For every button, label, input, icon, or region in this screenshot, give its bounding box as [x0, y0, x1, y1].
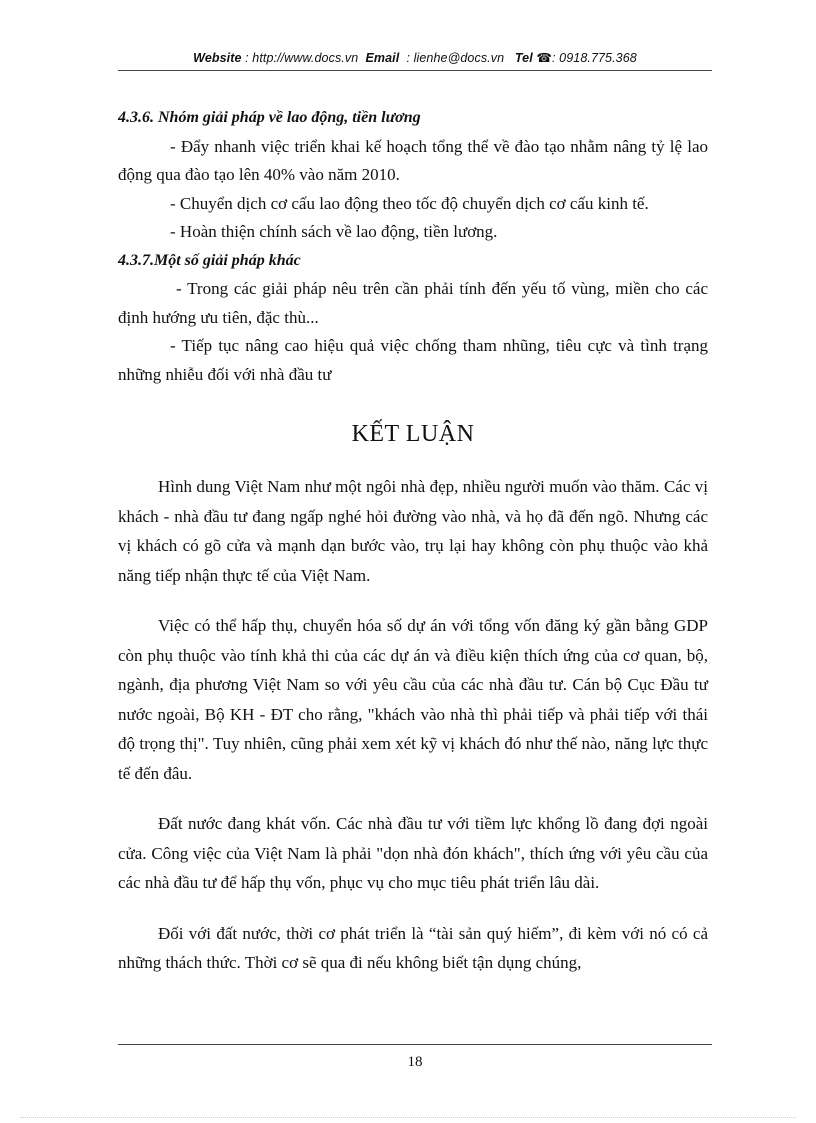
conclusion-paragraph-1: Hình dung Việt Nam như một ngôi nhà đẹp, nhiều người muốn vào thăm. Các vị khách - nhà đầu tư đang ngấp nghé hỏi đường vào nhà, và họ đã đến ngõ. Nhưng các vị khách có gõ cửa và mạnh dạn bước vào, trụ lại hay không còn phụ thuộc vào khả năng tiếp nhận thực tế của Việt Nam. [118, 477, 708, 585]
conclusion-paragraph-2: Việc có thể hấp thụ, chuyển hóa số dự án với tổng vốn đăng ký gần bằng GDP còn phụ thuộc vào tính khả thi của các dự án và điều kiện thích ứng của cơ quan, bộ, ngành, địa phương Việt Nam so với yêu cầu của các nhà đầu tư. Cán bộ Cục Đầu tư nước ngoài, Bộ KH - ĐT cho rằng, "khách vào nhà thì phải tiếp và phải tiếp với thái độ trọng thị". Tuy nhiên, cũng phải xem xét kỹ vị khách đó như thế nào, năng lực thực tế đến đâu. [118, 616, 708, 783]
header-divider [118, 70, 712, 71]
document-body [118, 104, 708, 978]
page-number: 18 [407, 1054, 423, 1070]
conclusion-title: KẾT LUẬN [351, 421, 475, 447]
bullet-regional-factors: - Trong các giải pháp nêu trên cần phải tính đến yếu tố vùng, miền cho các định hướng ưu tiên, đặc thù... [118, 279, 708, 327]
bullet-training: - Đẩy nhanh việc triển khai kế hoạch tổng thể về đào tạo nhằm nâng tỷ lệ lao động qua đào tạo lên 40% vào năm 2010. [118, 136, 708, 184]
conclusion-paragraph-3: Đất nước đang khát vốn. Các nhà đầu tư với tiềm lực khổng lồ đang đợi ngoài cửa. Công việc của Việt Nam là phải "dọn nhà đón khách", thích ứng với yêu cầu của các nhà đầu tư để hấp thụ vốn, phục vụ cho mục tiêu phát triển lâu dài. [118, 814, 708, 892]
website-label: Website [193, 51, 242, 65]
footer-divider [118, 1044, 712, 1045]
section-heading-437: 4.3.7.Một số giải pháp khác [118, 251, 301, 269]
email-value: : lienhe@docs.vn [406, 51, 505, 65]
tel-label: Tel [514, 51, 533, 65]
section-heading-436: 4.3.6. Nhóm giải pháp về lao động, tiền lương [118, 109, 421, 126]
website-value: : http://www.docs.vn [245, 51, 359, 65]
email-label: Email [365, 51, 400, 65]
phone-icon: ☎ [536, 51, 553, 65]
tel-value: : 0918.775.368 [552, 51, 637, 65]
bullet-anti-corruption: - Tiếp tục nâng cao hiệu quả việc chống tham nhũng, tiêu cực và tình trạng những nhiễu đối với nhà đầu tư [118, 336, 708, 384]
bullet-labor-policy: - Hoàn thiện chính sách về lao động, tiền lương. [170, 222, 498, 241]
conclusion-body [118, 472, 708, 978]
page-header [120, 50, 710, 65]
bullet-labor-structure: - Chuyển dịch cơ cấu lao động theo tốc độ chuyển dịch cơ cấu kinh tế. [170, 193, 649, 213]
page-edge-dots [20, 1117, 796, 1118]
conclusion-paragraph-4: Đối với đất nước, thời cơ phát triển là “tài sản quý hiếm”, đi kèm với nó có cả những thách thức. Thời cơ sẽ qua đi nếu không biết tận dụng chúng, [118, 923, 708, 972]
